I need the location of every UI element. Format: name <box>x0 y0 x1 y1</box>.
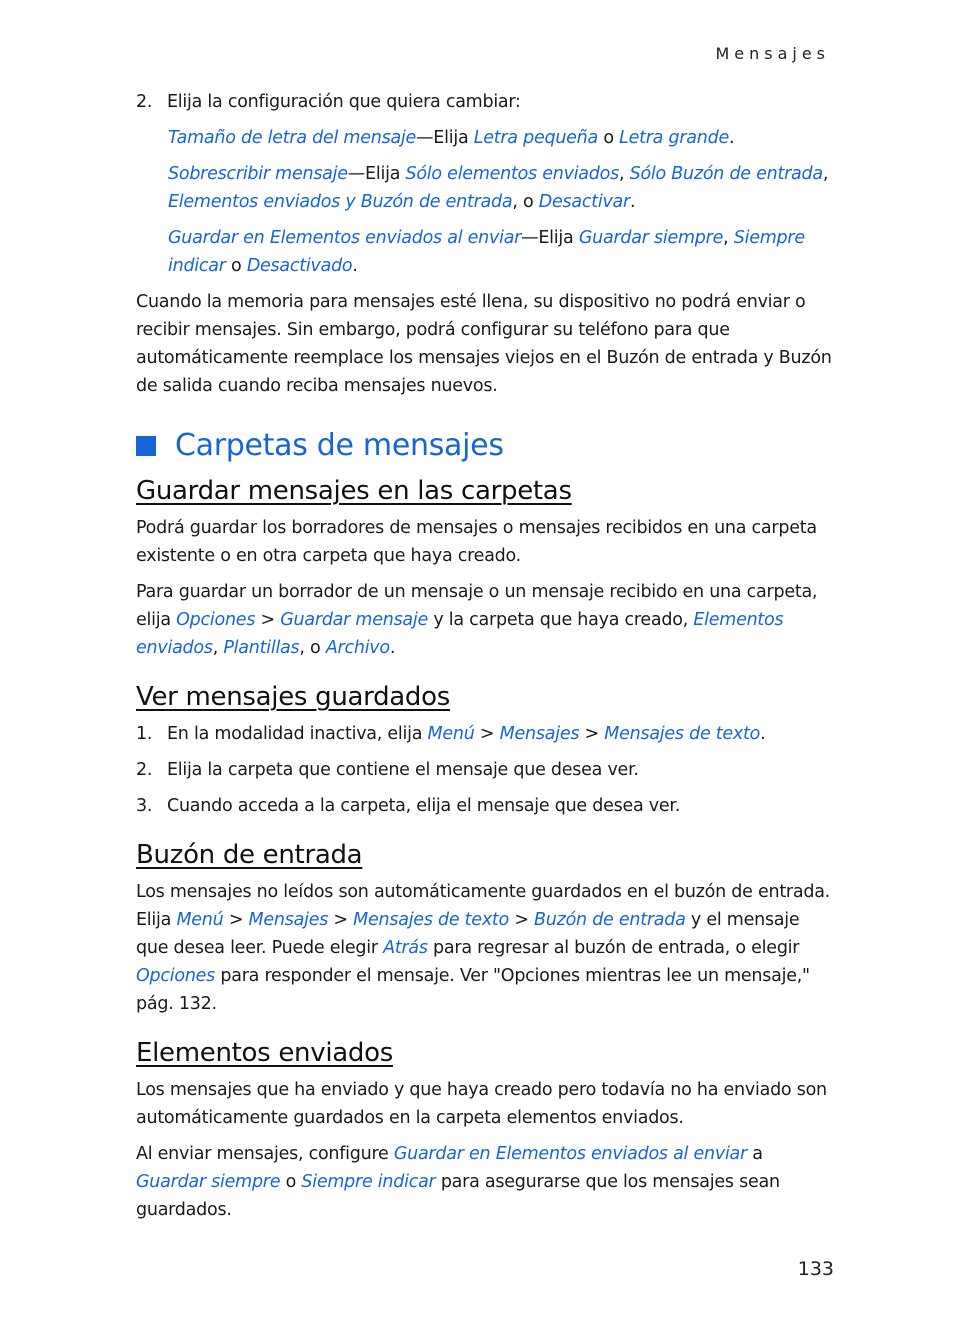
menu-link[interactable]: Menú <box>427 724 475 744</box>
step-number: 2. <box>136 760 153 780</box>
ver-step-3 <box>136 792 836 820</box>
elementos-paragraph-2: Al enviar mensajes, configure Guardar en Elementos enviados al enviar a Guardar siempre o Siempre indicar para asegurarse que los mensajes sean guardados. <box>136 1144 780 1220</box>
menu-link[interactable]: Plantillas <box>223 638 300 658</box>
page-content <box>136 88 836 1224</box>
step-text: Cuando acceda a la carpeta, elija el mensaje que desea ver. <box>167 796 681 816</box>
step-2 <box>136 88 836 116</box>
elementos-paragraph-1: Los mensajes que ha enviado y que haya creado pero todavía no ha enviado son automáticamente guardados en la carpeta elementos enviados. <box>136 1080 827 1128</box>
subsection-title-buzon: Buzón de entrada <box>136 840 363 870</box>
buzon-paragraph: Los mensajes no leídos son automáticamente guardados en el buzón de entrada. Elija Menú > Mensajes > Mensajes de texto > Buzón de entrada y el mensaje que desea leer. Puede elegir Atrás para regresar al buzón de entrada, o elegir Opciones para responder el mensaje. Ver "Opciones mientras lee un mensaje," pág. 132. <box>136 882 830 1014</box>
ver-step-1 <box>136 720 836 748</box>
menu-link[interactable]: Mensajes de texto <box>353 910 509 930</box>
setting-link[interactable]: Sobrescribir mensaje <box>168 164 348 184</box>
page-number: 133 <box>797 1258 834 1280</box>
running-header: Mensajes <box>715 44 830 63</box>
menu-link[interactable]: Archivo <box>325 638 390 658</box>
option-link[interactable]: Elementos enviados y Buzón de entrada <box>168 192 513 212</box>
step-number: 1. <box>136 724 153 744</box>
option-text-size: Tamaño de letra del mensaje—Elija Letra pequeña o Letra grande. <box>168 128 735 148</box>
section-heading <box>136 426 836 466</box>
guardar-paragraph-1: Podrá guardar los borradores de mensajes o mensajes recibidos en una carpeta existente o en otra carpeta que haya creado. <box>136 518 817 566</box>
ver-step-2 <box>136 756 836 784</box>
step-number: 3. <box>136 796 153 816</box>
option-link[interactable]: Siempre indicar <box>301 1172 436 1192</box>
option-link[interactable]: Desactivado <box>246 256 353 276</box>
setting-link[interactable]: Guardar en Elementos enviados al enviar <box>168 228 522 248</box>
step-text: Elija la carpeta que contiene el mensaje que desea ver. <box>167 760 639 780</box>
menu-link[interactable]: Mensajes de texto <box>604 724 761 744</box>
option-link[interactable]: Sólo elementos enviados <box>405 164 619 184</box>
section-title: Carpetas de mensajes <box>175 428 504 463</box>
option-save-sent: Guardar en Elementos enviados al enviar—Elija Guardar siempre, Siempre indicar o Desactivado. <box>168 228 805 276</box>
step-text: En la modalidad inactiva, elija Menú > Mensajes > Mensajes de texto. <box>167 724 766 744</box>
setting-link[interactable]: Tamaño de letra del mensaje <box>168 128 417 148</box>
option-overwrite: Sobrescribir mensaje—Elija Sólo elementos enviados, Sólo Buzón de entrada, Elementos enviados y Buzón de entrada, o Desactivar. <box>168 164 829 212</box>
menu-link[interactable]: Buzón de entrada <box>534 910 686 930</box>
option-link[interactable]: Guardar siempre <box>136 1172 281 1192</box>
menu-link[interactable]: Menú <box>176 910 224 930</box>
option-link[interactable]: Sólo Buzón de entrada <box>629 164 823 184</box>
option-link[interactable]: Letra pequeña <box>473 128 599 148</box>
section-square-icon <box>136 436 156 456</box>
subsection-title-ver: Ver mensajes guardados <box>136 682 450 712</box>
option-link[interactable]: Siempre indicar <box>168 228 805 276</box>
option-link[interactable]: Letra grande <box>619 128 729 148</box>
menu-link[interactable]: Opciones <box>176 610 256 630</box>
menu-link[interactable]: Opciones <box>136 966 216 986</box>
subsection-title-guardar: Guardar mensajes en las carpetas <box>136 476 572 506</box>
subsection-title-elementos: Elementos enviados <box>136 1038 393 1068</box>
guardar-paragraph-2: Para guardar un borrador de un mensaje o un mensaje recibido en una carpeta, elija Opciones > Guardar mensaje y la carpeta que haya creado, Elementos enviados, Plantillas, o Archivo. <box>136 582 818 658</box>
step-text: Elija la configuración que quiera cambiar: <box>167 92 521 112</box>
menu-link[interactable]: Atrás <box>383 938 428 958</box>
menu-link[interactable]: Guardar mensaje <box>280 610 429 630</box>
menu-link[interactable]: Mensajes <box>499 724 580 744</box>
setting-link[interactable]: Guardar en Elementos enviados al enviar <box>393 1144 747 1164</box>
step-number: 2. <box>136 92 153 112</box>
menu-link[interactable]: Elementos enviados <box>136 610 784 658</box>
option-link[interactable]: Guardar siempre <box>578 228 724 248</box>
menu-link[interactable]: Mensajes <box>248 910 329 930</box>
option-link[interactable]: Desactivar <box>538 192 630 212</box>
memory-paragraph: Cuando la memoria para mensajes esté llena, su dispositivo no podrá enviar o recibir mensajes. Sin embargo, podrá configurar su teléfono para que automáticamente reemplace los mensajes viejos en el Buzón de entrada y Buzón de salida cuando reciba mensajes nuevos. <box>136 292 832 396</box>
